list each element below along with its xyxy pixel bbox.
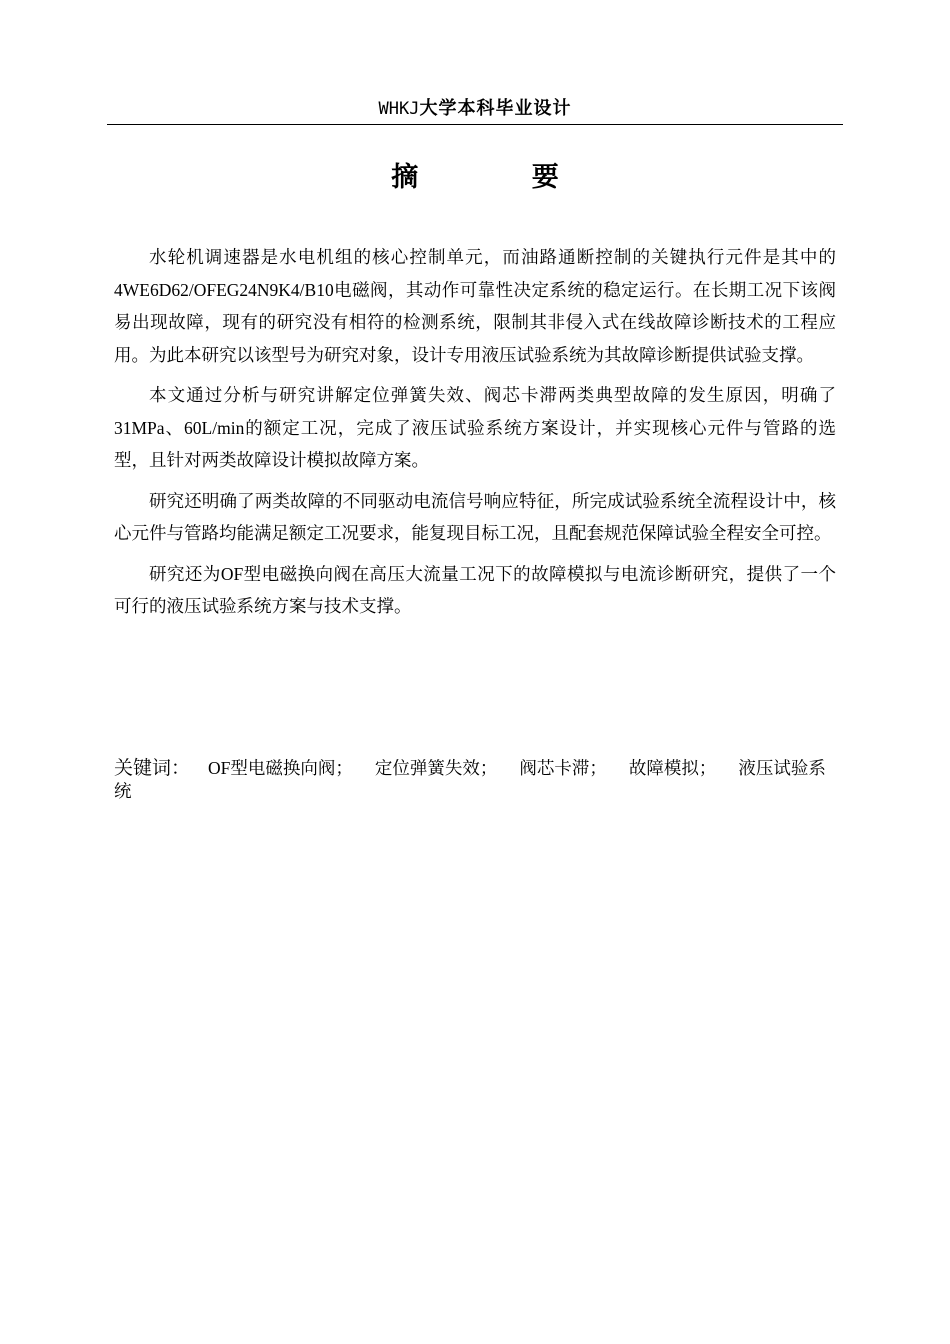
abstract-title: 摘 要 — [391, 162, 611, 193]
abstract-body — [114, 241, 836, 631]
keyword-1: OF型电磁换向阀； — [208, 758, 353, 778]
header-latin: WHKJ — [378, 99, 420, 119]
keywords-label: 关键词： — [114, 757, 191, 779]
abstract-paragraph-1: 水轮机调速器是水电机组的核心控制单元，而油路通断控制的关键执行元件是其中的4WE6D62/OFEG24N9K4/B10电磁阀，其动作可靠性决定系统的稳定运行。在长期工况下该阀易出现故障，现有的研究没有相符的检测系统，限制其非侵入式在线故障诊断技术的工程应用。为此本研究以该型号为研究对象，设计专用液压试验系统为其故障诊断提供试验支撑。 — [114, 247, 836, 365]
keyword-2: 定位弹簧失效； — [374, 758, 498, 778]
page-header — [107, 96, 843, 125]
keyword-4: 故障模拟； — [628, 758, 717, 778]
abstract-paragraph-3: 研究还明确了两类故障的不同驱动电流信号响应特征，所完成试验系统全流程设计中，核心元件与管路均能满足额定工况要求，能复现目标工况，且配套规范保障试验全程安全可控。 — [114, 490, 836, 543]
keyword-5: 液压试验系统 — [114, 758, 826, 801]
keywords — [114, 757, 836, 803]
header-han: 大学本科毕业设计 — [419, 98, 572, 119]
abstract-paragraph-2: 本文通过分析与研究讲解定位弹簧失效、阀芯卡滞两类典型故障的发生原因，明确了31MPa、60L/min的额定工况，完成了液压试验系统方案设计，并实现核心元件与管路的选型，且针对两类故障设计模拟故障方案。 — [114, 385, 836, 470]
abstract-paragraph-4: 研究还为OF型电磁换向阀在高压大流量工况下的故障模拟与电流诊断研究，提供了一个可行的液压试验系统方案与技术支撑。 — [114, 563, 836, 616]
header-title — [379, 96, 572, 122]
keyword-3: 阀芯卡滞； — [519, 758, 607, 778]
